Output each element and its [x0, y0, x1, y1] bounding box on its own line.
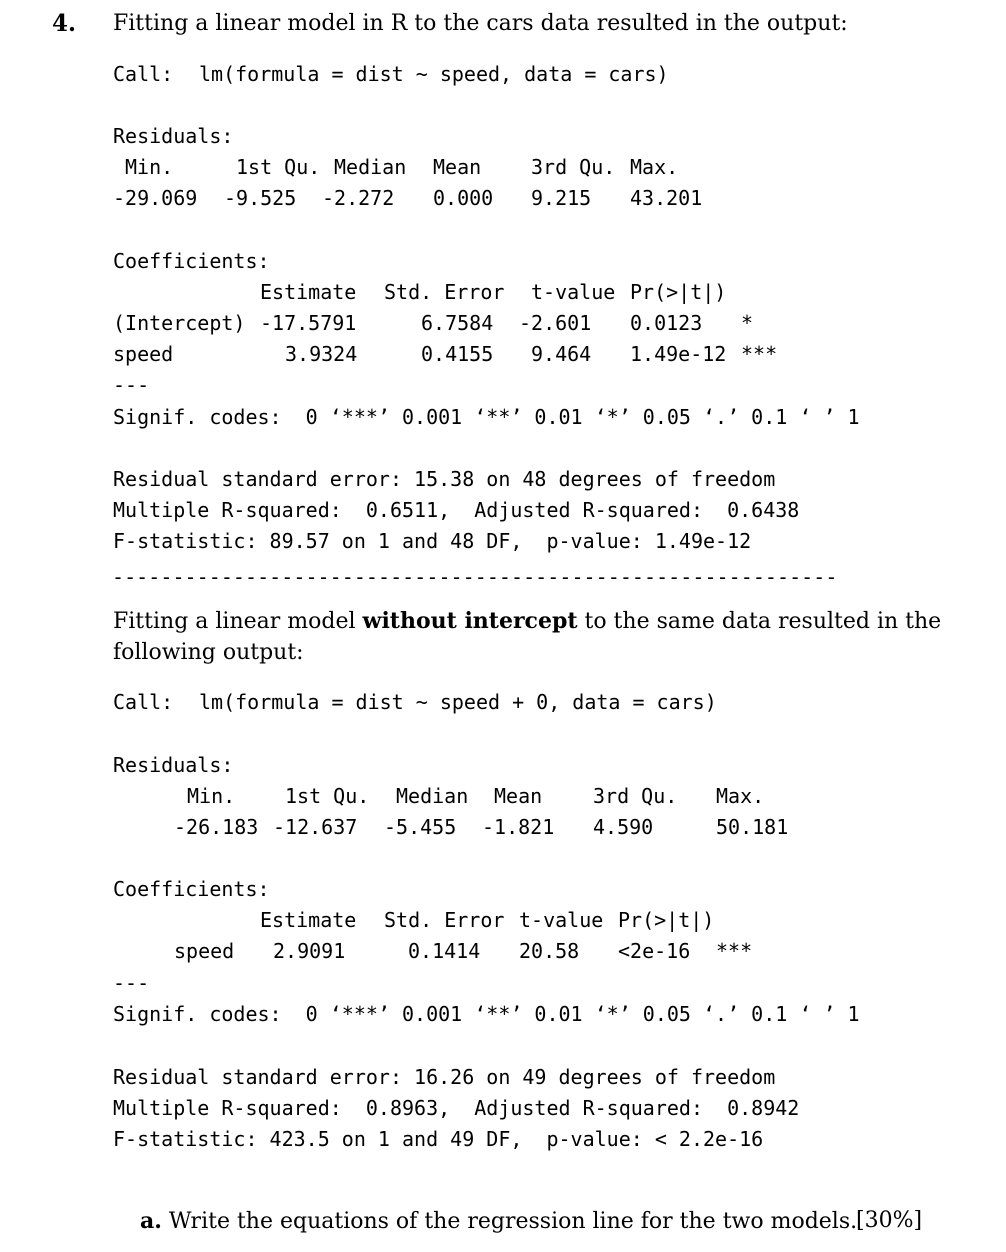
- model2-call: lm(formula = dist ~ speed + 0, data = cars): [199, 690, 717, 714]
- coef-se: 0.4155: [421, 342, 494, 366]
- residual-header: Median: [396, 784, 469, 808]
- coef-t: 9.464: [531, 342, 592, 366]
- coef-se: 0.1414: [408, 939, 481, 963]
- coef-t: 20.58: [519, 939, 580, 963]
- residual-value: -12.637: [273, 815, 358, 839]
- residual-value: -29.069: [113, 186, 198, 210]
- coef-p: <2e-16: [618, 939, 691, 963]
- coef-p: 1.49e-12: [630, 342, 727, 366]
- subquestion-a: [140, 1208, 857, 1234]
- residual-value: 0.000: [433, 186, 494, 210]
- model1-call: lm(formula = dist ~ speed, data = cars): [199, 62, 669, 86]
- residual-header: 1st Qu.: [236, 155, 321, 179]
- model1-signif-codes: Signif. codes: 0 ‘***’ 0.001 ‘**’ 0.01 ‘*’ 0.05 ‘.’ 0.1 ‘ ’ 1: [113, 405, 860, 429]
- subquestion-marks: [30%]: [856, 1208, 923, 1233]
- coef-sig: *: [741, 311, 754, 335]
- coef-header: Pr(>|t|): [630, 280, 727, 304]
- coef-estimate: 3.9324: [285, 342, 358, 366]
- coef-sig: ***: [741, 342, 778, 366]
- coef-header: Pr(>|t|): [618, 908, 715, 932]
- model2-rsquared: Multiple R-squared: 0.8963, Adjusted R-squared: 0.8942: [113, 1096, 800, 1120]
- model2-call-label: Call:: [113, 690, 174, 714]
- model1-coef-label: Coefficients:: [113, 249, 270, 273]
- model1-rsquared: Multiple R-squared: 0.6511, Adjusted R-squared: 0.6438: [113, 498, 800, 522]
- residual-value: 9.215: [531, 186, 592, 210]
- residual-header: Min.: [187, 784, 236, 808]
- residual-header: 3rd Qu.: [593, 784, 678, 808]
- residual-header: Max.: [630, 155, 679, 179]
- coef-header: t-value: [519, 908, 604, 932]
- coef-sig: ***: [716, 939, 753, 963]
- coef-estimate: 2.9091: [273, 939, 346, 963]
- coef-header: Estimate: [260, 908, 357, 932]
- residual-header: Min.: [125, 155, 174, 179]
- section-separator: ------------------------------------------------------------: [112, 565, 838, 589]
- residual-header: Mean: [494, 784, 543, 808]
- model2-residuals-label: Residuals:: [113, 753, 234, 777]
- model1-residuals-label: Residuals:: [113, 124, 234, 148]
- model2-intro-before: Fitting a linear model: [113, 609, 363, 634]
- coef-term: speed: [113, 342, 174, 366]
- coef-estimate: -17.5791: [260, 311, 357, 335]
- coef-header: Std. Error: [384, 280, 505, 304]
- residual-header: Median: [334, 155, 407, 179]
- coef-header: Std. Error: [384, 908, 505, 932]
- model2-intro-after: to the same data resulted in the: [577, 609, 942, 634]
- question-number: 4.: [52, 10, 77, 37]
- model2-intro-bold: without intercept: [362, 608, 578, 634]
- coef-p: 0.0123: [630, 311, 703, 335]
- residual-value: -9.525: [224, 186, 297, 210]
- model2-coef-label: Coefficients:: [113, 877, 270, 901]
- coef-header: Estimate: [260, 280, 357, 304]
- model2-dashes: ---: [113, 971, 150, 995]
- residual-header: Mean: [433, 155, 482, 179]
- coef-se: 6.7584: [421, 311, 494, 335]
- model2-intro-line2: following output:: [113, 640, 304, 665]
- model2-fstatistic: F-statistic: 423.5 on 1 and 49 DF, p-value: < 2.2e-16: [113, 1127, 764, 1151]
- model1-call-label: Call:: [113, 62, 174, 86]
- subquestion-text: Write the equations of the regression line for the two models.: [168, 1209, 858, 1234]
- residual-value: -1.821: [482, 815, 555, 839]
- residual-header: 3rd Qu.: [531, 155, 616, 179]
- residual-header: Max.: [716, 784, 765, 808]
- model1-fstatistic: F-statistic: 89.57 on 1 and 48 DF, p-value: 1.49e-12: [113, 529, 752, 553]
- model2-signif-codes: Signif. codes: 0 ‘***’ 0.001 ‘**’ 0.01 ‘*’ 0.05 ‘.’ 0.1 ‘ ’ 1: [113, 1002, 860, 1026]
- model1-dashes: ---: [113, 373, 150, 397]
- coef-term: (Intercept): [113, 311, 246, 335]
- residual-value: -5.455: [384, 815, 457, 839]
- coef-t: -2.601: [519, 311, 592, 335]
- residual-value: -26.183: [174, 815, 259, 839]
- coef-header: t-value: [531, 280, 616, 304]
- question-intro: Fitting a linear model in R to the cars data resulted in the output:: [113, 11, 848, 36]
- residual-header: 1st Qu.: [285, 784, 370, 808]
- residual-value: 50.181: [716, 815, 789, 839]
- model2-intro: [113, 606, 941, 637]
- residual-value: 4.590: [593, 815, 654, 839]
- subquestion-label: a.: [140, 1208, 162, 1234]
- residual-value: 43.201: [630, 186, 703, 210]
- residual-value: -2.272: [322, 186, 395, 210]
- coef-term: speed: [174, 939, 235, 963]
- model1-rse: Residual standard error: 15.38 on 48 degrees of freedom: [113, 467, 776, 491]
- model2-rse: Residual standard error: 16.26 on 49 degrees of freedom: [113, 1065, 776, 1089]
